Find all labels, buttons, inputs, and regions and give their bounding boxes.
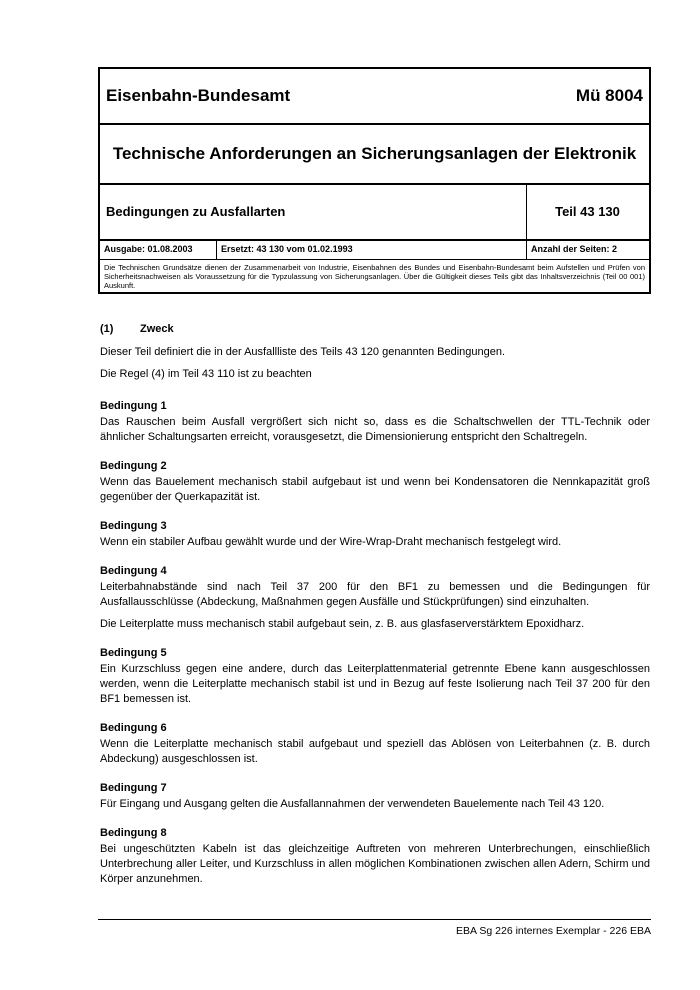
- header-row-note: [100, 260, 649, 292]
- page-count: Anzahl der Seiten: 2: [531, 244, 618, 254]
- ersetzt-info: Ersetzt: 43 130 vom 01.02.1993: [221, 244, 353, 254]
- section-number: (1): [100, 323, 114, 335]
- header-row-org: [100, 69, 649, 125]
- condition-text: Wenn das Bauelement mechanisch stabil aufgebaut ist und wenn bei Kondensatoren die Nennkapazität groß gegenüber der Querkapazität ist.: [100, 476, 650, 503]
- condition-title: Bedingung 6: [100, 722, 167, 734]
- condition-text: Für Eingang und Ausgang gelten die Ausfallannahmen der verwendeten Bauelemente nach Teil 43 120.: [100, 798, 605, 810]
- condition-text: Die Leiterplatte muss mechanisch stabil aufgebaut sein, z. B. aus glasfaserverstärktem Epoxidharz.: [100, 618, 585, 630]
- organization-name: Eisenbahn-Bundesamt: [106, 86, 291, 105]
- footer-divider: [98, 919, 651, 920]
- condition-title: Bedingung 1: [100, 400, 167, 412]
- condition-text: Wenn die Leiterplatte mechanisch stabil aufgebaut und speziell das Ablösen von Leiterbahnen (z. B. durch Abdeckung) ausgeschlossen ist.: [100, 738, 650, 765]
- column-divider: [526, 241, 527, 259]
- condition-text: Wenn ein stabiler Aufbau gewählt wurde und der Wire-Wrap-Draht mechanisch festgelegt wird.: [100, 536, 562, 548]
- teil-number: Teil 43 130: [555, 204, 620, 219]
- condition-title: Bedingung 8: [100, 827, 167, 839]
- section-paragraph: Die Regel (4) im Teil 43 110 ist zu beachten: [100, 368, 312, 380]
- condition-text: Ein Kurzschluss gegen eine andere, durch das Leiterplattenmaterial getrennte Ebene kann ausgeschlossen werden, wenn die Leiterplatte mechanisch stabil ist und in Bezug auf feste Isolierung nach Teil 37 200 für den BF1 bemessen ist.: [100, 663, 650, 705]
- section-heading: [100, 322, 650, 337]
- document-body: [100, 322, 650, 887]
- condition-title: Bedingung 5: [100, 647, 167, 659]
- section-paragraph: Dieser Teil definiert die in der Ausfallliste des Teils 43 120 genannten Bedingungen.: [100, 346, 506, 358]
- document-number: Mü 8004: [575, 86, 643, 105]
- condition-title: Bedingung 4: [100, 565, 167, 577]
- header-note: Die Technischen Grundsätze dienen der Zusammenarbeit von Industrie, Eisenbahnen des Bundes und Eisenbahn-Bundesamt beim Aufstellen und Prüfen von Sicherheitsnachweisen als Voraussetzung für die Typzulassung von Sicherungsanlagen. Über die Gültigkeit dieses Teils gibt das Inhaltsverzeichnis (Teil 00 001) Auskunft.: [104, 263, 645, 290]
- condition-title: Bedingung 7: [100, 782, 167, 794]
- condition-text: Das Rauschen beim Ausfall vergrößert sich nicht so, dass es die Schaltschwellen der TTL-Technik oder ähnlicher Schaltungsarten erreicht, vorausgesetzt, die Dimensionierung entspricht den Schaltregeln.: [100, 416, 650, 443]
- condition-title: Bedingung 3: [100, 520, 167, 532]
- document-title: Technische Anforderungen an Sicherungsanlagen der Elektronik: [112, 144, 637, 163]
- condition-text: Bei ungeschützten Kabeln ist das gleichzeitige Auftreten von mehreren Unterbrechungen, einschließlich Unterbrechung aller Leiter, und Kurzschluss in allen möglichen Kombinationen zwischen allen Adern, Schirm und Körper anzunehmen.: [100, 843, 650, 885]
- column-divider: [216, 241, 217, 259]
- document-header: [98, 67, 651, 294]
- condition-text: Leiterbahnabstände sind nach Teil 37 200 für den BF1 zu bemessen und die Bedingungen für Ausfallausschlüsse (Abdeckung, Maßnahmen gegen Ausfälle und Stückprüfungen) sind einzuhalten.: [100, 581, 650, 608]
- header-row-meta: [100, 241, 649, 260]
- header-row-title: [100, 125, 649, 185]
- condition-title: Bedingung 2: [100, 460, 167, 472]
- section-title: Zweck: [140, 323, 174, 335]
- document-subtitle: Bedingungen zu Ausfallarten: [106, 204, 286, 219]
- header-row-subtitle: [100, 185, 649, 241]
- ausgabe-date: Ausgabe: 01.08.2003: [104, 244, 193, 254]
- footer-text: EBA Sg 226 internes Exemplar - 226 EBA: [456, 925, 651, 937]
